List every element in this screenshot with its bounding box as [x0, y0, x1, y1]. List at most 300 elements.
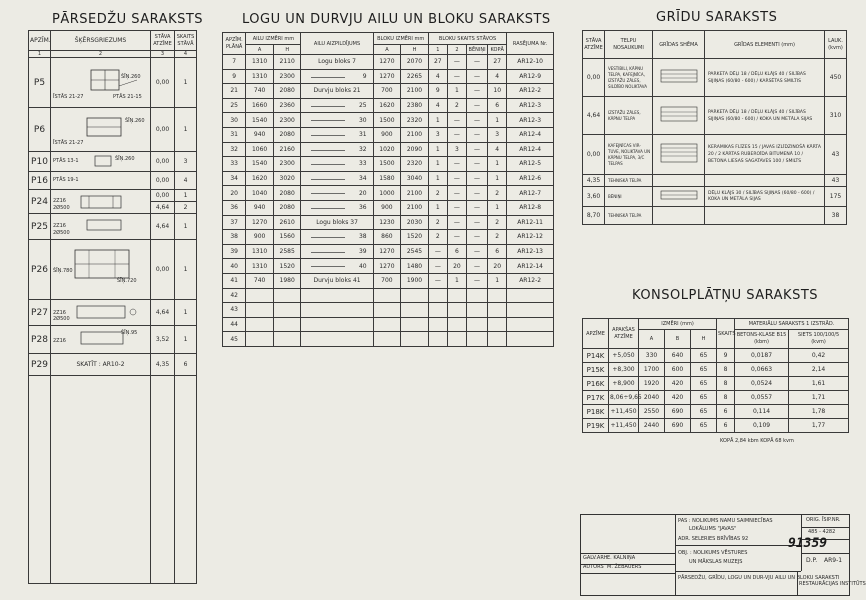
- count-attic: —: [466, 113, 487, 128]
- opening-mark: 31: [223, 127, 246, 142]
- drawing-ref: AR12-9: [507, 69, 554, 84]
- lintel-mark: P16: [29, 172, 51, 190]
- object-line-2: UN MĀKSLAS MUZEJS: [689, 559, 743, 565]
- count-floor-2: —: [447, 215, 466, 230]
- block-h: [401, 288, 429, 303]
- table-row: [223, 317, 554, 332]
- lintel-count: 2: [175, 202, 197, 214]
- opening-fill: [301, 332, 373, 347]
- opening-a: 1310: [246, 244, 274, 259]
- slab-h: 65: [691, 377, 717, 391]
- count-total: 6: [488, 98, 507, 113]
- slab-mark: P17K: [583, 391, 609, 405]
- opening-h: [273, 288, 301, 303]
- table-row: [583, 135, 847, 175]
- opening-a: 1310: [246, 259, 274, 274]
- count-total: 1: [488, 113, 507, 128]
- lintel-schedule-title: PĀRSEDŽU SARAKSTS: [52, 12, 204, 27]
- header-level: STĀVA ATZĪME: [583, 31, 605, 59]
- table-row: [29, 108, 197, 152]
- opening-fill: 38: [301, 230, 373, 245]
- drawing-title: PĀRSEDŽU, GRĪDU, LOGU UN DUR-VJU AILU UN BLOKU SARAKSTI: [678, 575, 840, 581]
- opening-a: [246, 303, 274, 318]
- slab-concrete: 0,0187: [735, 349, 789, 363]
- table-row: [223, 157, 554, 172]
- block-h: 2090: [401, 142, 429, 157]
- table-row: [29, 172, 197, 190]
- console-slab-table: [582, 318, 849, 433]
- slab-b: 420: [665, 377, 691, 391]
- opening-h: 3020: [273, 171, 301, 186]
- floor-level: 0,00: [583, 59, 605, 97]
- name-chief-architect: E. KALNIŅA: [607, 555, 636, 561]
- floor-scheme-drawing: [653, 97, 705, 135]
- block-a: 1500: [373, 113, 401, 128]
- slab-concrete: 0,0663: [735, 363, 789, 377]
- count-total: 2: [488, 230, 507, 245]
- lintel-section-drawing: [51, 300, 151, 326]
- lintel-mark: P25: [29, 214, 51, 240]
- header-fill: AILU AIZPILDĪJUMS: [301, 33, 373, 55]
- count-attic: —: [466, 186, 487, 201]
- table-row-empty: [29, 376, 197, 584]
- count-attic: [466, 332, 487, 347]
- drawing-ref: AR12-5: [507, 157, 554, 172]
- count-attic: [466, 288, 487, 303]
- slab-b: 600: [665, 363, 691, 377]
- floor-rooms: KAFEJNĪCAS VIR-TUVE, NOLIKTAVA UN KĀPNU TELPA, 3/C TELPAS: [605, 135, 653, 175]
- floor-elements: KERAMIKAS FLĪZES 15 / JAVAS IZLĪDZINOŠĀ KĀRTA 20 / 2 KĀRTAS RUBEROĪDA BITUMENĀ 10 / BETONA LIESAS SAGATAVES 100 / SMILTS: [705, 135, 825, 175]
- block-h: 2070: [401, 55, 429, 70]
- table-row: [223, 200, 554, 215]
- header-floor-2: 2: [447, 45, 466, 55]
- block-a: [373, 303, 401, 318]
- table-row: [29, 190, 197, 202]
- drawing-ref: AR12-7: [507, 186, 554, 201]
- count-floor-1: —: [428, 259, 447, 274]
- block-h: 2320: [401, 157, 429, 172]
- count-floor-2: 6: [447, 244, 466, 259]
- header-b: B: [665, 330, 691, 349]
- count-attic: —: [466, 69, 487, 84]
- slab-bottom-level: +5,050: [609, 349, 639, 363]
- lintel-note: ŠĪŅ.260: [115, 156, 135, 162]
- block-a: [373, 288, 401, 303]
- lintel-count: 6: [175, 354, 197, 376]
- drawing-ref: AR12-6: [507, 171, 554, 186]
- count-total: [488, 317, 507, 332]
- opening-a: 1620: [246, 171, 274, 186]
- opening-fill: [301, 288, 373, 303]
- console-slab-totals: KOPĀ 2,84 kbm KOPĀ 68 kvm: [720, 438, 794, 444]
- lintel-note: 2Ø500: [53, 230, 70, 236]
- count-floor-2: 1: [447, 273, 466, 288]
- count-total: 2: [488, 186, 507, 201]
- slab-count: 6: [717, 405, 735, 419]
- block-a: 900: [373, 200, 401, 215]
- lintel-count: 4: [175, 172, 197, 190]
- table-row: [583, 349, 849, 363]
- floor-area: 450: [825, 59, 847, 97]
- block-h: 1480: [401, 259, 429, 274]
- opening-mark: 25: [223, 98, 246, 113]
- opening-fill: 36: [301, 200, 373, 215]
- opening-fill: 25: [301, 98, 373, 113]
- block-h: 2545: [401, 244, 429, 259]
- block-a: 1580: [373, 171, 401, 186]
- opening-a: [246, 317, 274, 332]
- header-bottom-level: APAKŠAS ATZĪME: [609, 319, 639, 349]
- opening-a: 740: [246, 273, 274, 288]
- count-total: 3: [488, 127, 507, 142]
- slab-a: 330: [639, 349, 665, 363]
- floor-scheme-drawing: [653, 135, 705, 175]
- header-floor-scheme: GRĪDAS SHĒMA: [653, 31, 705, 59]
- slab-h: 65: [691, 363, 717, 377]
- lintel-mark: P29: [29, 354, 51, 376]
- table-row: [29, 214, 197, 240]
- opening-a: [246, 332, 274, 347]
- address-line: ADR. SELERIES BRĪVĪBAS 92: [678, 536, 749, 542]
- opening-h: 2080: [273, 127, 301, 142]
- count-floor-2: —: [447, 55, 466, 70]
- opening-h: 2080: [273, 200, 301, 215]
- count-floor-1: 9: [428, 84, 447, 99]
- count-floor-1: 27: [428, 55, 447, 70]
- lintel-section-drawing: [51, 214, 151, 240]
- opening-h: 2160: [273, 142, 301, 157]
- floor-area: 38: [825, 207, 847, 225]
- table-row: [223, 55, 554, 70]
- floor-rooms: TEHNISKĀ TELPA: [605, 207, 653, 225]
- header-h: H: [691, 330, 717, 349]
- count-floor-1: 1: [428, 171, 447, 186]
- header-dimensions: IZMĒRI (mm): [639, 319, 717, 330]
- floor-area: 43: [825, 135, 847, 175]
- header-block-count: BLOKU SKAITS STĀVOS: [428, 33, 507, 45]
- table-row: [223, 69, 554, 84]
- table-row: [583, 59, 847, 97]
- console-slab-schedule-title: KONSOLPLĀTŅU SARAKSTS: [632, 288, 819, 303]
- opening-mark: 34: [223, 171, 246, 186]
- drawing-ref: AR12-13: [507, 244, 554, 259]
- drawing-ref: AR12-3: [507, 113, 554, 128]
- opening-a: 1310: [246, 69, 274, 84]
- count-floor-2: —: [447, 69, 466, 84]
- lintel-level: 0,00: [151, 240, 175, 300]
- block-h: 1900: [401, 273, 429, 288]
- opening-h: 2300: [273, 113, 301, 128]
- slab-bottom-level: +8,300: [609, 363, 639, 377]
- count-floor-1: 3: [428, 127, 447, 142]
- orig-label: ORIG. ĪSIP.NR.: [806, 517, 841, 523]
- slab-a: 2440: [639, 419, 665, 433]
- lintel-mark: P27: [29, 300, 51, 326]
- header-drawing-no: RASĒJUMA Nr.: [507, 33, 554, 55]
- header-a: A: [246, 45, 274, 55]
- lintel-level: 3,52: [151, 326, 175, 354]
- lintel-mark: P5: [29, 58, 51, 108]
- opening-mark: 44: [223, 317, 246, 332]
- count-total: 6: [488, 244, 507, 259]
- opening-fill: 30: [301, 113, 373, 128]
- slab-mesh: 1,77: [789, 419, 849, 433]
- lintel-count: 3: [175, 152, 197, 172]
- floor-hatch-sketch: [655, 103, 703, 125]
- slab-b: 690: [665, 419, 691, 433]
- floor-elements: PARKETA DĒĻI 18 / DĒĻU KLĀJS 40 / SILĪBAS SIJIŅAS (60/80 - 600) / KOKA UN METĀLA SIJAS: [705, 97, 825, 135]
- slab-mesh: 2,14: [789, 363, 849, 377]
- opening-fill: [301, 303, 373, 318]
- opening-fill: 40: [301, 259, 373, 274]
- block-a: [373, 317, 401, 332]
- lintel-level: 0,00: [151, 108, 175, 152]
- block-h: 2265: [401, 69, 429, 84]
- opening-a: 1060: [246, 142, 274, 157]
- opening-mark: 45: [223, 332, 246, 347]
- count-floor-2: [447, 303, 466, 318]
- opening-mark: 39: [223, 244, 246, 259]
- count-total: [488, 303, 507, 318]
- lintel-note: 2Z16: [53, 198, 66, 204]
- block-a: 1000: [373, 186, 401, 201]
- header-a: A: [373, 45, 401, 55]
- table-row: [223, 259, 554, 274]
- header-attic: BĒNIŅI: [466, 45, 487, 55]
- count-attic: —: [466, 230, 487, 245]
- lintel-level: 4,64: [151, 214, 175, 240]
- block-a: 1270: [373, 259, 401, 274]
- lintel-note: 2Ø500: [53, 316, 70, 322]
- drawing-ref: AR12-4: [507, 142, 554, 157]
- lintel-section-drawing: [51, 108, 151, 152]
- drawing-ref: [507, 317, 554, 332]
- count-total: 20: [488, 259, 507, 274]
- opening-mark: 33: [223, 157, 246, 172]
- count-floor-2: —: [447, 113, 466, 128]
- opening-a: 1540: [246, 157, 274, 172]
- count-attic: —: [466, 142, 487, 157]
- inventory-number: 485 - 4282: [808, 529, 836, 535]
- design-stage: D.P.: [806, 557, 818, 564]
- opening-a: 740: [246, 84, 274, 99]
- opening-mark: 38: [223, 230, 246, 245]
- drawing-ref: AR12-2: [507, 273, 554, 288]
- block-a: 1270: [373, 69, 401, 84]
- header-section: ŠĶĒRSGRIEZUMS: [51, 31, 151, 51]
- count-floor-1: 1: [428, 200, 447, 215]
- count-total: 1: [488, 273, 507, 288]
- slab-count: 8: [717, 391, 735, 405]
- count-floor-1: [428, 288, 447, 303]
- table-row: [29, 58, 197, 108]
- header-a: A: [639, 330, 665, 349]
- table-row: [29, 326, 197, 354]
- opening-h: 1980: [273, 273, 301, 288]
- count-total: 27: [488, 55, 507, 70]
- opening-mark: 32: [223, 142, 246, 157]
- slab-a: 1920: [639, 377, 665, 391]
- header-concrete: BETONS-KLASE B15 (kbm): [735, 330, 789, 349]
- slab-count: 9: [717, 349, 735, 363]
- opening-a: [246, 288, 274, 303]
- slab-count: 8: [717, 363, 735, 377]
- lintel-mark: P26: [29, 240, 51, 300]
- floor-level: 0,00: [583, 135, 605, 175]
- table-row: [223, 84, 554, 99]
- table-row: [223, 142, 554, 157]
- lintel-section-drawing: [51, 152, 151, 172]
- lintel-mark: P10: [29, 152, 51, 172]
- slab-b: 640: [665, 349, 691, 363]
- slab-concrete: 0,0557: [735, 391, 789, 405]
- col-number: 2: [51, 51, 151, 58]
- opening-h: 2300: [273, 157, 301, 172]
- table-row: [223, 273, 554, 288]
- header-floor-1: 1: [428, 45, 447, 55]
- count-floor-1: 2: [428, 230, 447, 245]
- lintel-level: 4,64: [151, 202, 175, 214]
- opening-mark: 9: [223, 69, 246, 84]
- col-number: 4: [175, 51, 197, 58]
- block-h: 2320: [401, 113, 429, 128]
- slab-bottom-level: +11,450: [609, 405, 639, 419]
- floor-elements: PARKETA DĒĻI 18 / DĒĻU KLĀJS 40 / SILĪBAS SIJIŅAS (60/80 - 600) / KARSĒTAS SMILTIS: [705, 59, 825, 97]
- opening-mark: 43: [223, 303, 246, 318]
- opening-fill: Logu bloks 7: [301, 55, 373, 70]
- header-h: H: [273, 45, 301, 55]
- drawing-ref: [507, 288, 554, 303]
- opening-mark: 40: [223, 259, 246, 274]
- lintel-count: 1: [175, 58, 197, 108]
- table-row: [223, 303, 554, 318]
- lintel-schedule-table: [28, 30, 197, 584]
- lintel-level: 0,00: [151, 172, 175, 190]
- opening-a: 1310: [246, 55, 274, 70]
- count-floor-1: 1: [428, 113, 447, 128]
- lintel-note: ŠĪŅ.260: [125, 118, 145, 124]
- slab-a: 2040: [639, 391, 665, 405]
- count-attic: —: [466, 200, 487, 215]
- opening-h: [273, 303, 301, 318]
- opening-h: 2300: [273, 69, 301, 84]
- window-door-table: [222, 32, 554, 347]
- block-h: [401, 317, 429, 332]
- lintel-level: 4,64: [151, 300, 175, 326]
- floor-scheme-drawing: [653, 187, 705, 207]
- lintel-note: 2Z16: [53, 223, 66, 229]
- opening-h: 2610: [273, 215, 301, 230]
- opening-h: 2360: [273, 98, 301, 113]
- slab-a: 2550: [639, 405, 665, 419]
- lintel-mark: P28: [29, 326, 51, 354]
- opening-h: 1560: [273, 230, 301, 245]
- table-row: [29, 300, 197, 326]
- opening-h: [273, 317, 301, 332]
- floor-elements: [705, 175, 825, 187]
- count-floor-2: 1: [447, 84, 466, 99]
- lintel-section-drawing: [51, 326, 151, 354]
- count-attic: —: [466, 157, 487, 172]
- header-rooms: TELPU NOSAUKUMI: [605, 31, 653, 59]
- block-h: 2100: [401, 186, 429, 201]
- block-h: [401, 303, 429, 318]
- count-floor-1: [428, 303, 447, 318]
- opening-mark: 21: [223, 84, 246, 99]
- table-row: [29, 152, 197, 172]
- count-floor-2: —: [447, 171, 466, 186]
- floor-level: 8,70: [583, 207, 605, 225]
- slab-h: 65: [691, 391, 717, 405]
- slab-mesh: 1,61: [789, 377, 849, 391]
- table-row: [583, 419, 849, 433]
- count-attic: —: [466, 171, 487, 186]
- lintel-level: 0,00: [151, 152, 175, 172]
- lintel-note: PTĀS 19-1: [53, 177, 79, 183]
- slab-mesh: 1,78: [789, 405, 849, 419]
- slab-bottom-level: +11,450: [609, 419, 639, 433]
- slab-h: 65: [691, 405, 717, 419]
- block-a: 860: [373, 230, 401, 245]
- floor-rooms: VESTIBILI, KĀPNU TELPA, KAFEJNĪCA, IZSTĀŽU ZĀLES, SILDĪBO NOLIKTAVA: [605, 59, 653, 97]
- opening-fill: 9: [301, 69, 373, 84]
- count-attic: [466, 303, 487, 318]
- col-number: 3: [151, 51, 175, 58]
- block-a: 700: [373, 273, 401, 288]
- opening-fill: 32: [301, 142, 373, 157]
- table-row: [583, 97, 847, 135]
- floor-level: 4,64: [583, 97, 605, 135]
- slab-mesh: 0,42: [789, 349, 849, 363]
- slab-mesh: 1,71: [789, 391, 849, 405]
- header-level: STĀVA ATZĪME: [151, 31, 175, 51]
- lintel-mark: P6: [29, 108, 51, 152]
- count-floor-2: —: [447, 127, 466, 142]
- header-mark: APZĪME: [583, 319, 609, 349]
- header-opening-size: AILU IZMĒRI mm: [246, 33, 301, 45]
- table-row: [583, 405, 849, 419]
- col-number: 1: [29, 51, 51, 58]
- opening-fill: Logu bloks 37: [301, 215, 373, 230]
- count-floor-2: —: [447, 157, 466, 172]
- block-a: 1230: [373, 215, 401, 230]
- opening-mark: 30: [223, 113, 246, 128]
- count-total: [488, 288, 507, 303]
- count-attic: —: [466, 98, 487, 113]
- slab-concrete: 0,114: [735, 405, 789, 419]
- table-row: [223, 332, 554, 347]
- drawing-ref: [507, 332, 554, 347]
- lintel-level: 4,35: [151, 354, 175, 376]
- name-author: M. ŽEBAUERS: [607, 564, 642, 570]
- drawing-ref: AR12-3: [507, 98, 554, 113]
- opening-h: [273, 332, 301, 347]
- count-floor-1: 1: [428, 157, 447, 172]
- count-total: 4: [488, 69, 507, 84]
- lintel-note: 2Z16: [53, 310, 66, 316]
- slab-b: 690: [665, 405, 691, 419]
- slab-bottom-level: +8,900: [609, 377, 639, 391]
- lintel-count: 1: [175, 190, 197, 202]
- count-floor-1: [428, 332, 447, 347]
- count-floor-1: [428, 317, 447, 332]
- table-row: [583, 391, 849, 405]
- header-mark: APZĪM.: [29, 31, 51, 51]
- title-block-object: [675, 545, 801, 572]
- drawing-ref: AR12-12: [507, 230, 554, 245]
- count-attic: —: [466, 244, 487, 259]
- count-floor-2: —: [447, 230, 466, 245]
